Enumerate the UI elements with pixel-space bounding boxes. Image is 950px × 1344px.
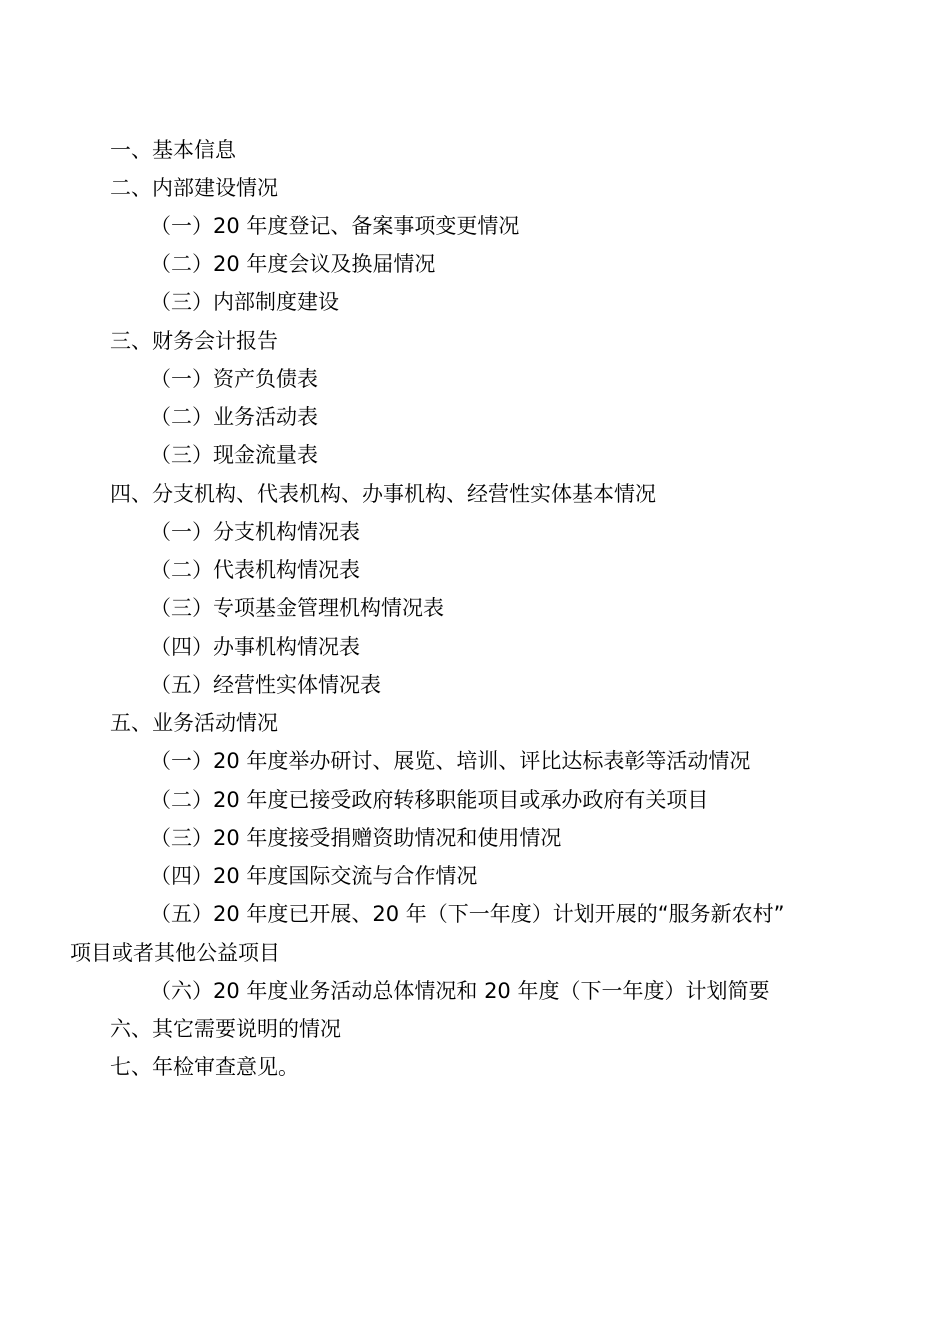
toc-item-5-1: （一）20 年度举办研讨、展览、培训、评比达标表彰等活动情况: [150, 749, 751, 773]
toc-section-1: 一、基本信息: [110, 138, 236, 162]
toc-item-3-3: （三）现金流量表: [150, 443, 318, 467]
toc-item-3-2: （二）业务活动表: [150, 405, 318, 429]
toc-section-7: 七、年检审查意见。: [110, 1055, 299, 1079]
toc-section-5: 五、业务活动情况: [110, 711, 278, 735]
toc-item-4-1: （一）分支机构情况表: [150, 520, 360, 544]
toc-item-5-5-continued: 项目或者其他公益项目: [70, 941, 280, 965]
toc-item-3-1: （一）资产负债表: [150, 367, 318, 391]
toc-item-4-4: （四）办事机构情况表: [150, 635, 360, 659]
toc-section-3: 三、财务会计报告: [110, 329, 278, 353]
toc-item-4-2: （二）代表机构情况表: [150, 558, 360, 582]
toc-section-2: 二、内部建设情况: [110, 176, 278, 200]
toc-item-4-5: （五）经营性实体情况表: [150, 673, 381, 697]
toc-item-2-1: （一）20 年度登记、备案事项变更情况: [150, 214, 520, 238]
toc-item-5-6: （六）20 年度业务活动总体情况和 20 年度（下一年度）计划简要: [150, 979, 770, 1003]
toc-item-5-4: （四）20 年度国际交流与合作情况: [150, 864, 478, 888]
toc-item-5-3: （三）20 年度接受捐赠资助情况和使用情况: [150, 826, 562, 850]
toc-section-4: 四、分支机构、代表机构、办事机构、经营性实体基本情况: [110, 482, 656, 506]
toc-section-6: 六、其它需要说明的情况: [110, 1017, 341, 1041]
toc-item-5-5: （五）20 年度已开展、20 年（下一年度）计划开展的“服务新农村”: [150, 902, 785, 926]
toc-item-4-3: （三）专项基金管理机构情况表: [150, 596, 444, 620]
toc-item-5-2: （二）20 年度已接受政府转移职能项目或承办政府有关项目: [150, 788, 709, 812]
toc-item-2-2: （二）20 年度会议及换届情况: [150, 252, 436, 276]
toc-item-2-3: （三）内部制度建设: [150, 290, 339, 314]
